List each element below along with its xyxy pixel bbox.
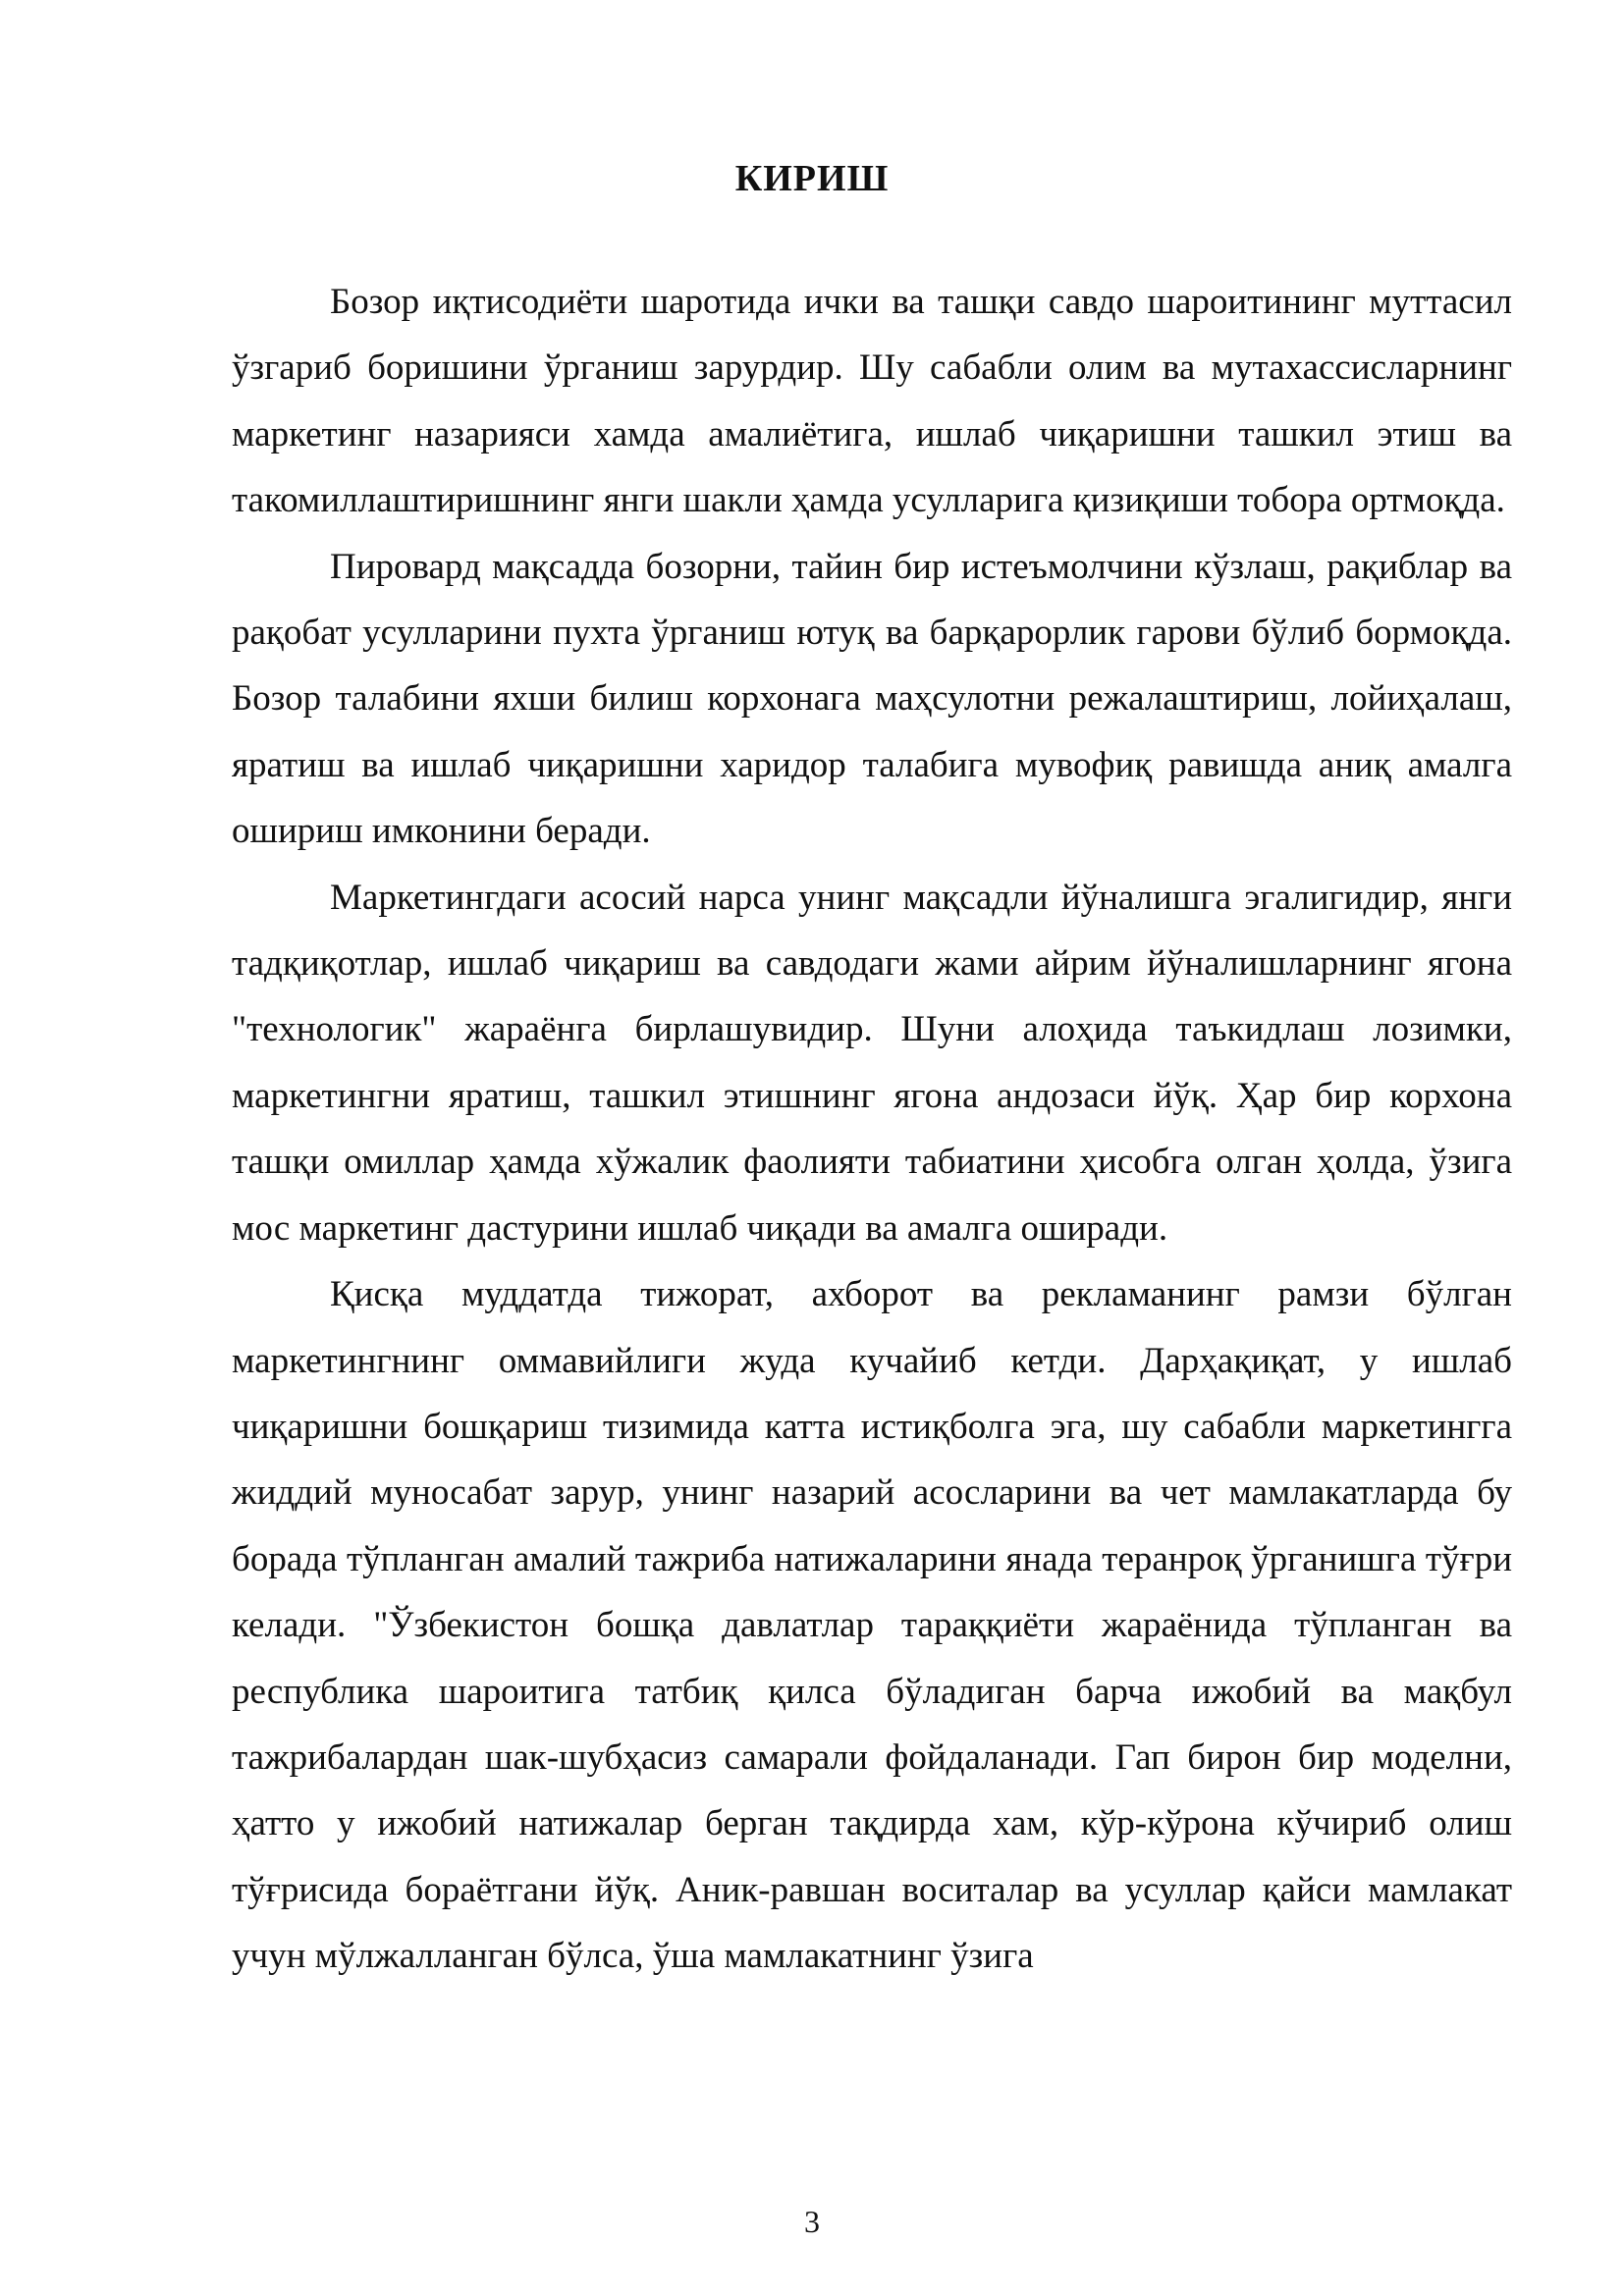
page-number: 3 <box>804 2204 820 2239</box>
document-body <box>232 269 1512 1990</box>
paragraph-1: Бозор иқтисодиёти шаротида ички ва ташқи савдо шароитининг муттасил ўзгариб боришини ўрганиш зарурдир. Шу сабабли олим ва мутахассисларнинг маркетинг назарияси хамда амалиётига, ишлаб чиқаришни ташкил этиш ва такомиллаштиришнинг янги шакли ҳамда усулларига қизиқиши тобора ортмоқда. <box>232 282 1512 521</box>
page-title: КИРИШ <box>734 158 890 199</box>
paragraph-4: Қисқа муддатда тижорат, ахборот ва рекламанинг рамзи бўлган маркетингнинг оммавийлиги жуда кучайиб кетди. Дарҳақиқат, у ишлаб чиқаришни бошқариш тизимида катта истиқболга эга, шу сабабли маркетингга жиддий муносабат зарур, унинг назарий асосларини ва чет мамлакатларда бу борада тўпланган амалий тажриба натижаларини янада теранроқ ўрганишга тўғри келади. "Ўзбекистон бошқа давлатлар тараққиёти жараёнида тўпланган ва республика шароитига татбиқ қилса бўладиган барча ижобий ва мақбул тажрибалардан шак-шубҳасиз самарали фойдаланади. Гап бирон бир моделни, ҳатто у ижобий натижалар берган тақдирда хам, кўр-кўрона кўчириб олиш тўғрисида бораётгани йўқ. Аник-равшан воситалар ва усуллар қайси мамлакат учун мўлжалланган бўлса, ўша мамлакатнинг ўзига <box>232 1274 1512 1977</box>
paragraph-3: Маркетингдаги асосий нарса унинг мақсадли йўналишга эгалигидир, янги тадқиқотлар, ишлаб чиқариш ва савдодаги жами айрим йўналишларнинг ягона "технологик" жараёнга бирлашувидир. Шуни алоҳида таъкидлаш лозимки, маркетингни яратиш, ташкил этишнинг ягона андозаси йўқ. Ҳар бир корхона ташқи омиллар ҳамда хўжалик фаолияти табиатини ҳисобга олган ҳолда, ўзига мос маркетинг дастурини ишлаб чиқади ва амалга оширади. <box>232 877 1512 1249</box>
paragraph-2: Пировард мақсадда бозорни, тайин бир истеъмолчини кўзлаш, рақиблар ва рақобат усулларини пухта ўрганиш ютуқ ва барқарорлик гарови бўлиб бормоқда. Бозор талабини яхши билиш корхонага маҳсулотни режалаштириш, лойиҳалаш, яратиш ва ишлаб чиқаришни харидор талабига мувофиқ равишда аниқ амалга ошириш имконини беради. <box>232 546 1512 852</box>
